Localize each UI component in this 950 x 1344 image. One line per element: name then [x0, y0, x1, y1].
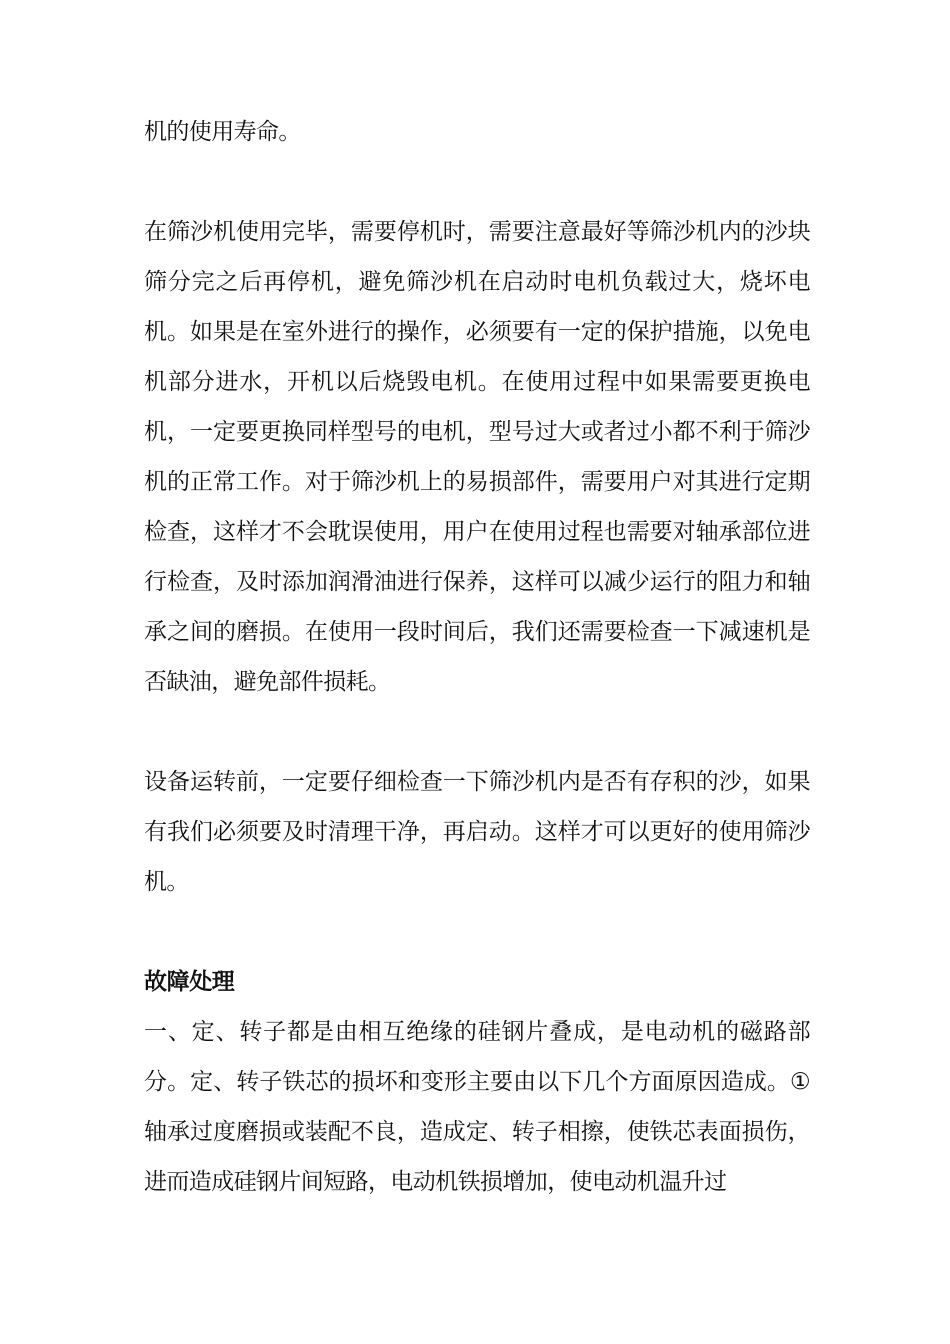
- section-heading: 故障处理: [144, 969, 235, 995]
- document-body: [144, 107, 810, 1207]
- paragraph-shutdown-maintenance: 在筛沙机使用完毕，需要停机时，需要注意最好等筛沙机内的沙块筛分完之后再停机，避免筛沙机在启动时电机负载过大，烧坏电机。如果是在室外进行的操作，必须要有一定的保护措施，以免电机部分进水，开机以后烧毁电机。在使用过程中如果需要更换电机，一定要更换同样型号的电机，型号过大或者过小都不利于筛沙机的正常工作。对于筛沙机上的易损部件，需要用户对其进行定期检查，这样才不会耽误使用，用户在使用过程也需要对轴承部位进行检查，及时添加润滑油进行保养，这样可以减少运行的阻力和轴承之间的磨损。在使用一段时间后，我们还需要检查一下减速机是否缺油，避免部件损耗。: [144, 219, 810, 695]
- paragraph-gap: [144, 907, 810, 957]
- section-body: 一、定、转子都是由相互绝缘的硅钢片叠成，是电动机的磁路部分。定、转子铁芯的损坏和变形主要由以下几个方面原因造成。①轴承过度磨损或装配不良，造成定、转子相擦，使铁芯表面损伤，进而造成硅钢片间短路，电动机铁损增加，使电动机温升过: [144, 1019, 810, 1195]
- paragraph-pre-start-check: 设备运转前，一定要仔细检查一下筛沙机内是否有存积的沙，如果有我们必须要及时清理干净，再启动。这样才可以更好的使用筛沙机。: [144, 769, 810, 895]
- paragraph-continuation: 机的使用寿命。: [144, 119, 301, 145]
- paragraph-gap: [144, 157, 810, 207]
- paragraph-gap: [144, 707, 810, 757]
